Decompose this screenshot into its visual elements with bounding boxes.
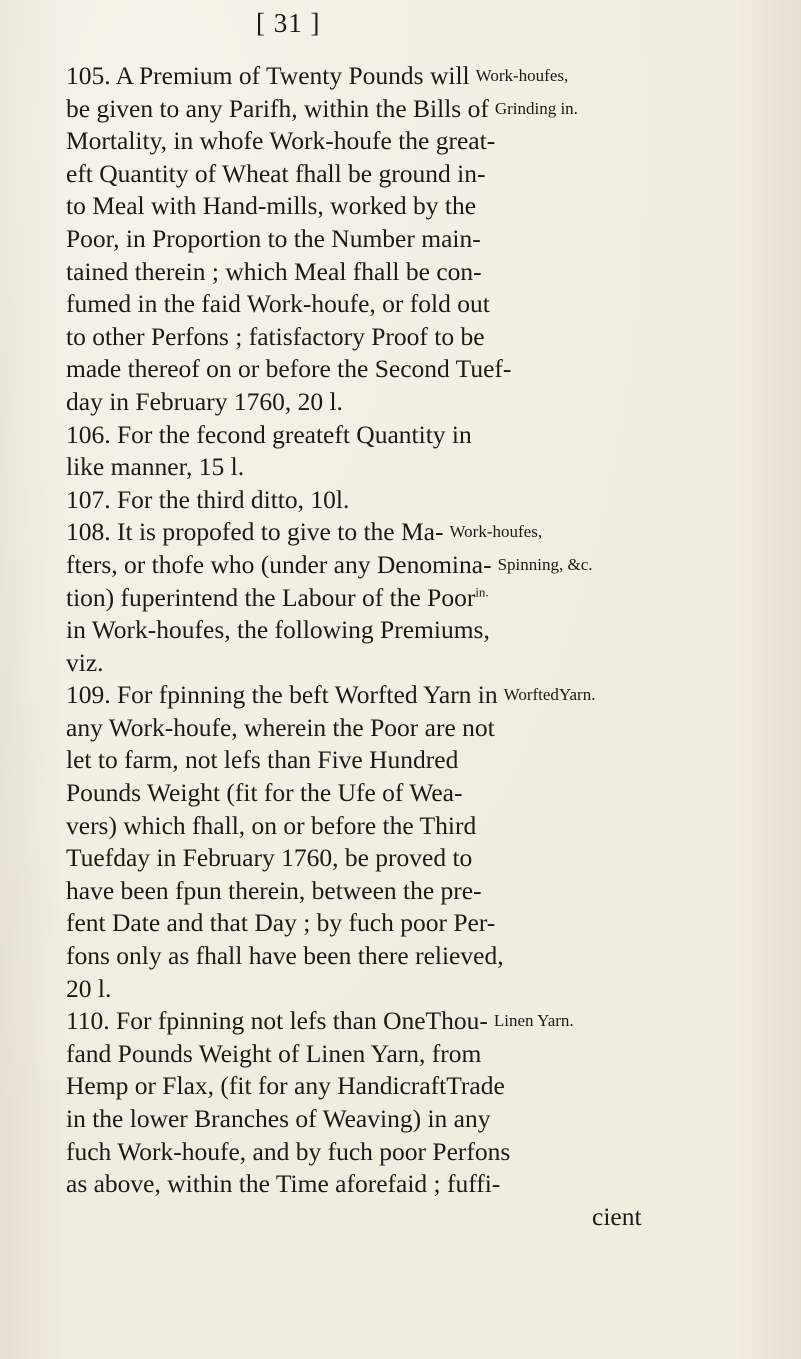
line-text: fent Date and that Day ; by fuch poor Per- [66, 908, 496, 938]
text-line [66, 1201, 786, 1234]
line-text: like manner, 15 l. [66, 452, 245, 482]
margin-note: Work-houfes, [449, 522, 543, 542]
text-line [66, 744, 786, 777]
line-text: have been fpun therein, between the pre- [66, 875, 482, 905]
text-line [66, 647, 786, 680]
line-text: 106. For the fecond greateft Quantity in [66, 419, 472, 449]
text-line [66, 549, 786, 582]
body-text [66, 60, 786, 1233]
text-line [66, 1005, 786, 1038]
text-line [66, 484, 786, 517]
line-text: as above, within the Time aforefaid ; fuffi- [66, 1169, 501, 1199]
text-line [66, 321, 786, 354]
line-text: viz. [66, 647, 104, 677]
text-line [66, 125, 786, 158]
text-line [66, 875, 786, 908]
margin-note: Grinding in. [494, 98, 578, 118]
line-text: fters, or thofe who (under any Denomina- [66, 549, 492, 579]
line-text: vers) which fhall, on or before the Third [66, 810, 477, 840]
text-line [66, 1038, 786, 1071]
superscript-text: in. [475, 584, 489, 599]
text-line [66, 1070, 786, 1103]
line-text: fumed in the faid Work-houfe, or fold out [66, 289, 490, 319]
line-text: 108. It is propofed to give to the Ma- [66, 517, 444, 547]
text-line [66, 679, 786, 712]
line-text: 110. For fpinning not lefs than OneThou- [66, 1006, 488, 1036]
text-line [66, 516, 786, 549]
text-line [66, 582, 786, 615]
line-text: Tuefday in February 1760, be proved to [66, 843, 473, 873]
text-line [66, 907, 786, 940]
line-text: 105. A Premium of Twenty Pounds will [66, 61, 470, 90]
line-text: tained therein ; which Meal fhall be con- [66, 256, 482, 286]
text-line [66, 940, 786, 973]
text-line [66, 93, 786, 126]
text-line [66, 451, 786, 484]
line-text: 20 l. [66, 973, 112, 1003]
line-text: fand Pounds Weight of Linen Yarn, from [66, 1038, 482, 1068]
margin-note: Linen Yarn. [493, 1011, 574, 1031]
line-text: Mortality, in whofe Work-houfe the great- [66, 126, 496, 156]
text-line [66, 1103, 786, 1136]
text-line [66, 256, 786, 289]
margin-note: Work-houfes, [475, 66, 569, 85]
line-text: 109. For fpinning the beft Worfted Yarn in [66, 680, 498, 710]
text-line [66, 1136, 786, 1169]
line-text: any Work-houfe, wherein the Poor are not [66, 712, 495, 742]
line-text: Pounds Weight (fit for the Ufe of Wea- [66, 778, 463, 808]
text-line [66, 712, 786, 745]
text-line [66, 842, 786, 875]
line-text: made thereof on or before the Second Tuef- [66, 354, 512, 384]
text-line [66, 158, 786, 191]
line-text: be given to any Parifh, within the Bills of [66, 93, 489, 123]
margin-note: WorftedYarn. [503, 685, 596, 705]
text-line [66, 419, 786, 452]
line-text: in the lower Branches of Weaving) in any [66, 1104, 491, 1133]
line-text: 107. For the third ditto, 10l. [66, 484, 350, 514]
line-text: let to farm, not lefs than Five Hundred [66, 745, 459, 775]
text-line [66, 810, 786, 843]
margin-note: Spinning, &c. [497, 554, 593, 574]
line-text: day in February 1760, 20 l. [66, 386, 343, 416]
text-line [66, 288, 786, 321]
line-text: Hemp or Flax, (fit for any HandicraftTrade [66, 1071, 505, 1101]
text-line [66, 777, 786, 810]
line-text: to Meal with Hand-mills, worked by the [66, 191, 477, 221]
text-line [66, 223, 786, 256]
text-line [66, 1168, 786, 1201]
text-line [66, 353, 786, 386]
line-text: fons only as fhall have been there relieved, [66, 941, 504, 971]
text-line [66, 386, 786, 419]
line-text: tion) fuperintend the Labour of the Poor [66, 582, 476, 612]
text-line [66, 60, 786, 93]
text-line [66, 614, 786, 647]
line-text: cient [592, 1201, 642, 1231]
line-text: fuch Work-houfe, and by fuch poor Perfons [66, 1136, 511, 1166]
line-text: Poor, in Proportion to the Number main- [66, 223, 481, 253]
line-text: to other Perfons ; fatisfactory Proof to be [66, 321, 485, 351]
page-number: [ 31 ] [256, 8, 321, 38]
line-text: in Work-houfes, the following Premiums, [66, 615, 490, 645]
text-line [66, 190, 786, 223]
line-text: eft Quantity of Wheat fhall be ground in- [66, 158, 486, 188]
text-line [66, 973, 786, 1006]
